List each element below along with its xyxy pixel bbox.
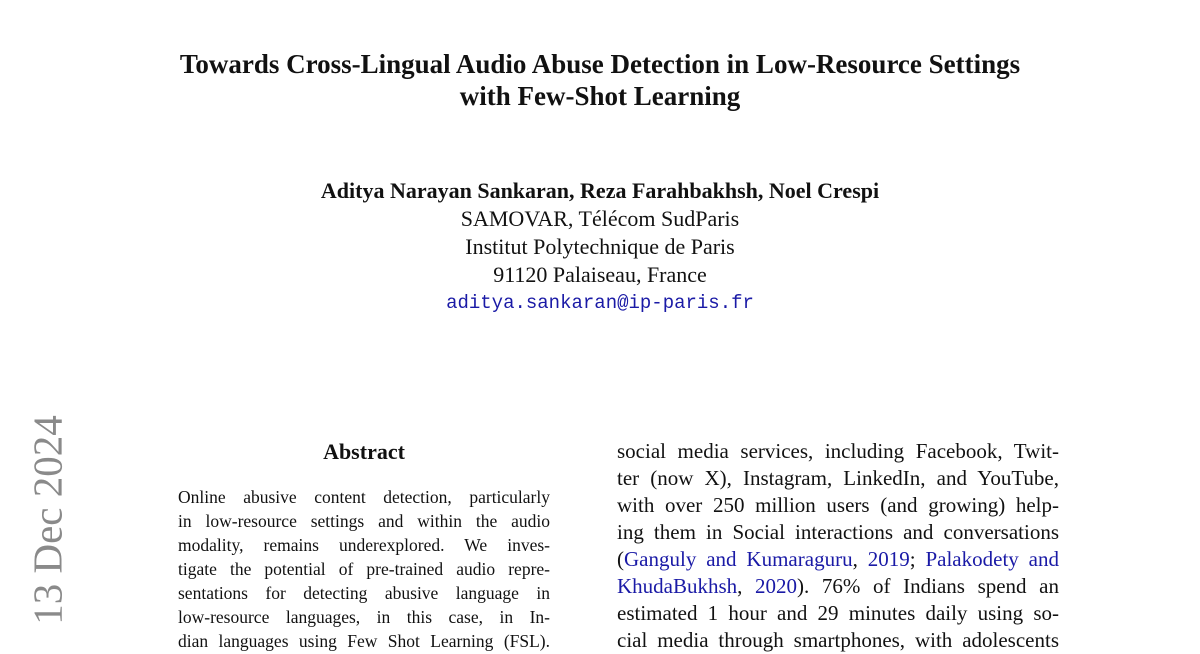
paren-open: (: [617, 547, 624, 571]
body-line: ter (now X), Instagram, LinkedIn, and YouTube,: [617, 466, 1059, 490]
affiliation-line-1: SAMOVAR, Télécom SudParis: [460, 206, 740, 231]
citation-separator: ;: [909, 547, 926, 571]
body-line: ing them in Social interactions and conversations: [617, 520, 1059, 544]
abstract-line: modality, remains underexplored. We inves-: [178, 535, 550, 555]
citation-link-khudabukhsh[interactable]: KhudaBukhsh: [617, 574, 738, 598]
arxiv-date-stamp: 13 Dec 2024: [24, 415, 71, 625]
body-line-with-citations: [617, 573, 1059, 600]
abstract-line: Online abusive content detection, particularly: [178, 487, 550, 507]
citation-link-palakodety[interactable]: Palakodety and: [925, 547, 1059, 571]
citation-year-link[interactable]: 2020: [755, 574, 798, 598]
paper-title: [0, 48, 1200, 112]
title-line-1: Towards Cross-Lingual Audio Abuse Detection in Low-Resource Settings: [179, 49, 1021, 79]
author-email-link[interactable]: aditya.sankaran@ip-paris.fr: [446, 292, 754, 314]
body-line: social media services, including Facebook, Twit-: [617, 439, 1059, 463]
affiliation-line-2: Institut Polytechnique de Paris: [465, 234, 735, 259]
title-line-2: with Few-Shot Learning: [459, 81, 741, 111]
citation-separator: ,: [852, 547, 868, 571]
author-block: [0, 177, 1200, 317]
body-line: estimated 1 hour and 29 minutes daily using so-: [617, 601, 1059, 625]
author-names: Aditya Narayan Sankaran, Reza Farahbakhsh, Noel Crespi: [320, 178, 880, 203]
abstract-line: dian languages using Few Shot Learning (FSL).: [178, 631, 550, 651]
abstract-line: tigate the potential of pre-trained audio repre-: [178, 559, 550, 579]
body-line: cial media through smartphones, with adolescents: [617, 628, 1059, 652]
body-text-column: [617, 438, 1059, 654]
citation-year-link[interactable]: 2019: [867, 547, 910, 571]
body-text: ). 76% of Indians spend an: [797, 574, 1059, 598]
abstract-heading: Abstract: [323, 439, 405, 464]
body-line-with-citations: [617, 546, 1059, 573]
abstract-line: low-resource languages, in this case, in In-: [178, 607, 550, 627]
abstract-line: in low-resource settings and within the audio: [178, 511, 550, 531]
abstract-line: sentations for detecting abusive language in: [178, 583, 550, 603]
affiliation-line-3: 91120 Palaiseau, France: [493, 262, 707, 287]
abstract-body: [178, 485, 550, 653]
body-line: with over 250 million users (and growing) help-: [617, 493, 1059, 517]
citation-link-ganguly[interactable]: Ganguly and Kumaraguru: [624, 547, 853, 571]
citation-separator: ,: [737, 574, 756, 598]
